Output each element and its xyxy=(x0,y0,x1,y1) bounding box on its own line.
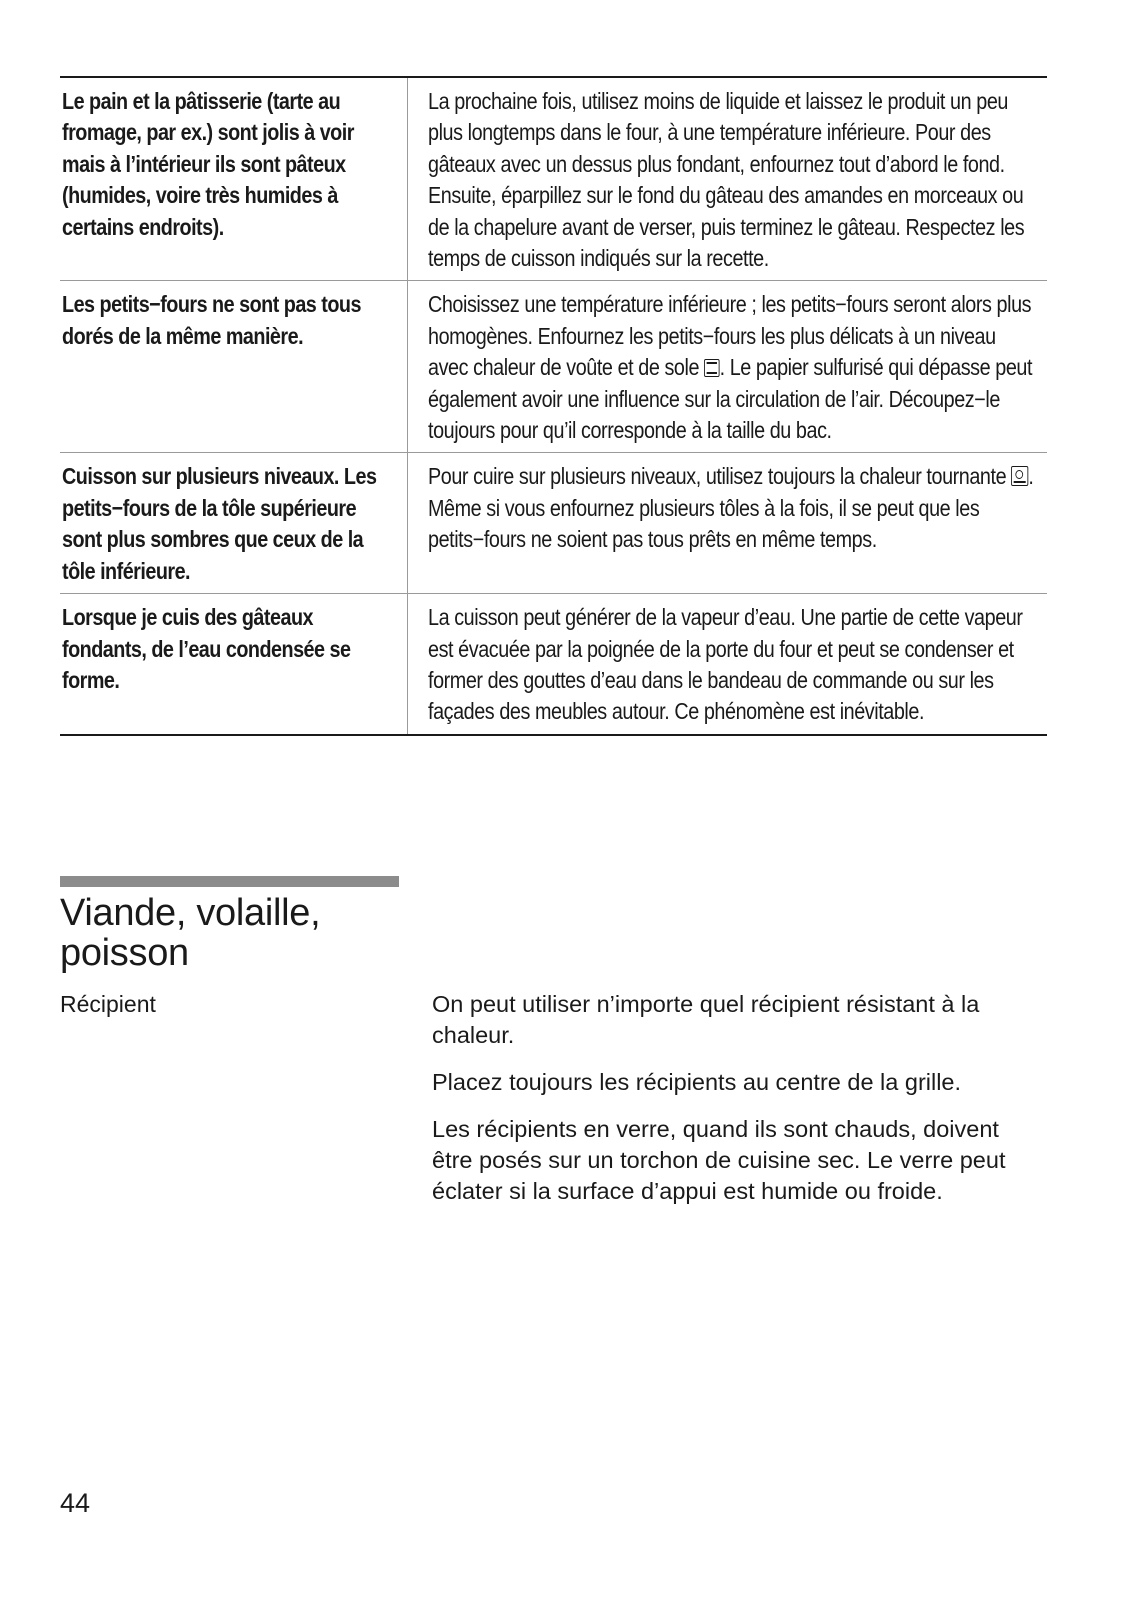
section-divider-bar xyxy=(60,876,399,887)
solution-text-part: . Le papier sulfurisé qui dépasse peut également avoir une influence sur la circulation de l’air. Découpez−le toujours pour qu’il corresponde à la taille du bac. xyxy=(428,354,1033,444)
paragraph: Placez toujours les récipients au centre de la grille. xyxy=(432,1069,962,1095)
solution-text xyxy=(428,289,1039,446)
problem-text: Cuisson sur plusieurs niveaux. Les petits−fours de la tôle supérieure sont plus sombres que ceux de la tôle inférieure. xyxy=(62,463,377,584)
solution-text-part: Choisissez une température inférieure ; les petits−fours seront alors plus homogènes. Enfournez les petits−fours les plus délicats à un niveau avec chaleur de voûte et de sole xyxy=(428,291,1032,381)
page-number: 44 xyxy=(60,1488,91,1518)
problem-cell xyxy=(60,453,408,593)
problem-cell xyxy=(60,78,408,280)
solution-cell xyxy=(416,453,1047,593)
section-title-line: poisson xyxy=(60,932,189,974)
top-bottom-heat-icon xyxy=(704,359,719,377)
paragraph: On peut utiliser n’importe quel récipient résistant à la chaleur. xyxy=(432,991,980,1048)
solution-cell xyxy=(416,594,1047,734)
troubleshooting-table xyxy=(60,76,1047,736)
paragraph: Les récipients en verre, quand ils sont chauds, doivent être posés sur un torchon de cuisine sec. Le verre peut éclater si la surface d’appui est humide ou froide. xyxy=(432,1116,1006,1204)
table-row xyxy=(60,452,1047,593)
solution-text-part: Pour cuire sur plusieurs niveaux, utilisez toujours la chaleur tournante xyxy=(428,463,1012,490)
solution-text-part: . Même si vous enfournez plusieurs tôles à la fois, il se peut que les petits−fours ne soient pas tous prêts en même temps. xyxy=(428,463,1034,553)
table-row xyxy=(60,280,1047,452)
solution-text xyxy=(428,461,1039,555)
table-row xyxy=(60,593,1047,734)
solution-text: La cuisson peut générer de la vapeur d’eau. Une partie de cette vapeur est évacuée par la poignée de la porte du four et peut se condenser et former des gouttes d’eau dans le bandeau de commande ou sur les façades des meubles autour. Ce phénomène est inévitable. xyxy=(428,604,1023,725)
recipient-label: Récipient xyxy=(60,991,156,1017)
problem-text: Le pain et la pâtisserie (tarte au fromage, par ex.) sont jolis à voir mais à l’intérieur ils sont pâteux (humides, voire très humides à certains endroits). xyxy=(62,88,354,240)
solution-cell xyxy=(416,281,1047,452)
solution-cell xyxy=(416,78,1047,280)
problem-cell xyxy=(60,281,408,452)
section-title-line: Viande, volaille, xyxy=(60,892,321,934)
problem-text: Lorsque je cuis des gâteaux fondants, de l’eau condensée se forme. xyxy=(62,604,351,693)
section-title xyxy=(60,893,460,973)
problem-text: Les petits−fours ne sont pas tous dorés de la même manière. xyxy=(62,291,361,349)
table-row xyxy=(60,78,1047,280)
hot-air-fan-icon xyxy=(1011,466,1028,486)
solution-text: La prochaine fois, utilisez moins de liquide et laissez le produit un peu plus longtemps dans le four, à une température inférieure. Pour des gâteaux avec un dessus plus fondant, enfournez tout d’abord le fond. Ensuite, éparpillez sur le fond du gâteau des amandes en morceaux ou de la chapelure avant de verser, puis terminez le gâteau. Respectez les temps de cuisson indiqués sur la recette. xyxy=(428,88,1025,272)
recipient-body xyxy=(432,989,1042,1223)
problem-cell xyxy=(60,594,408,734)
